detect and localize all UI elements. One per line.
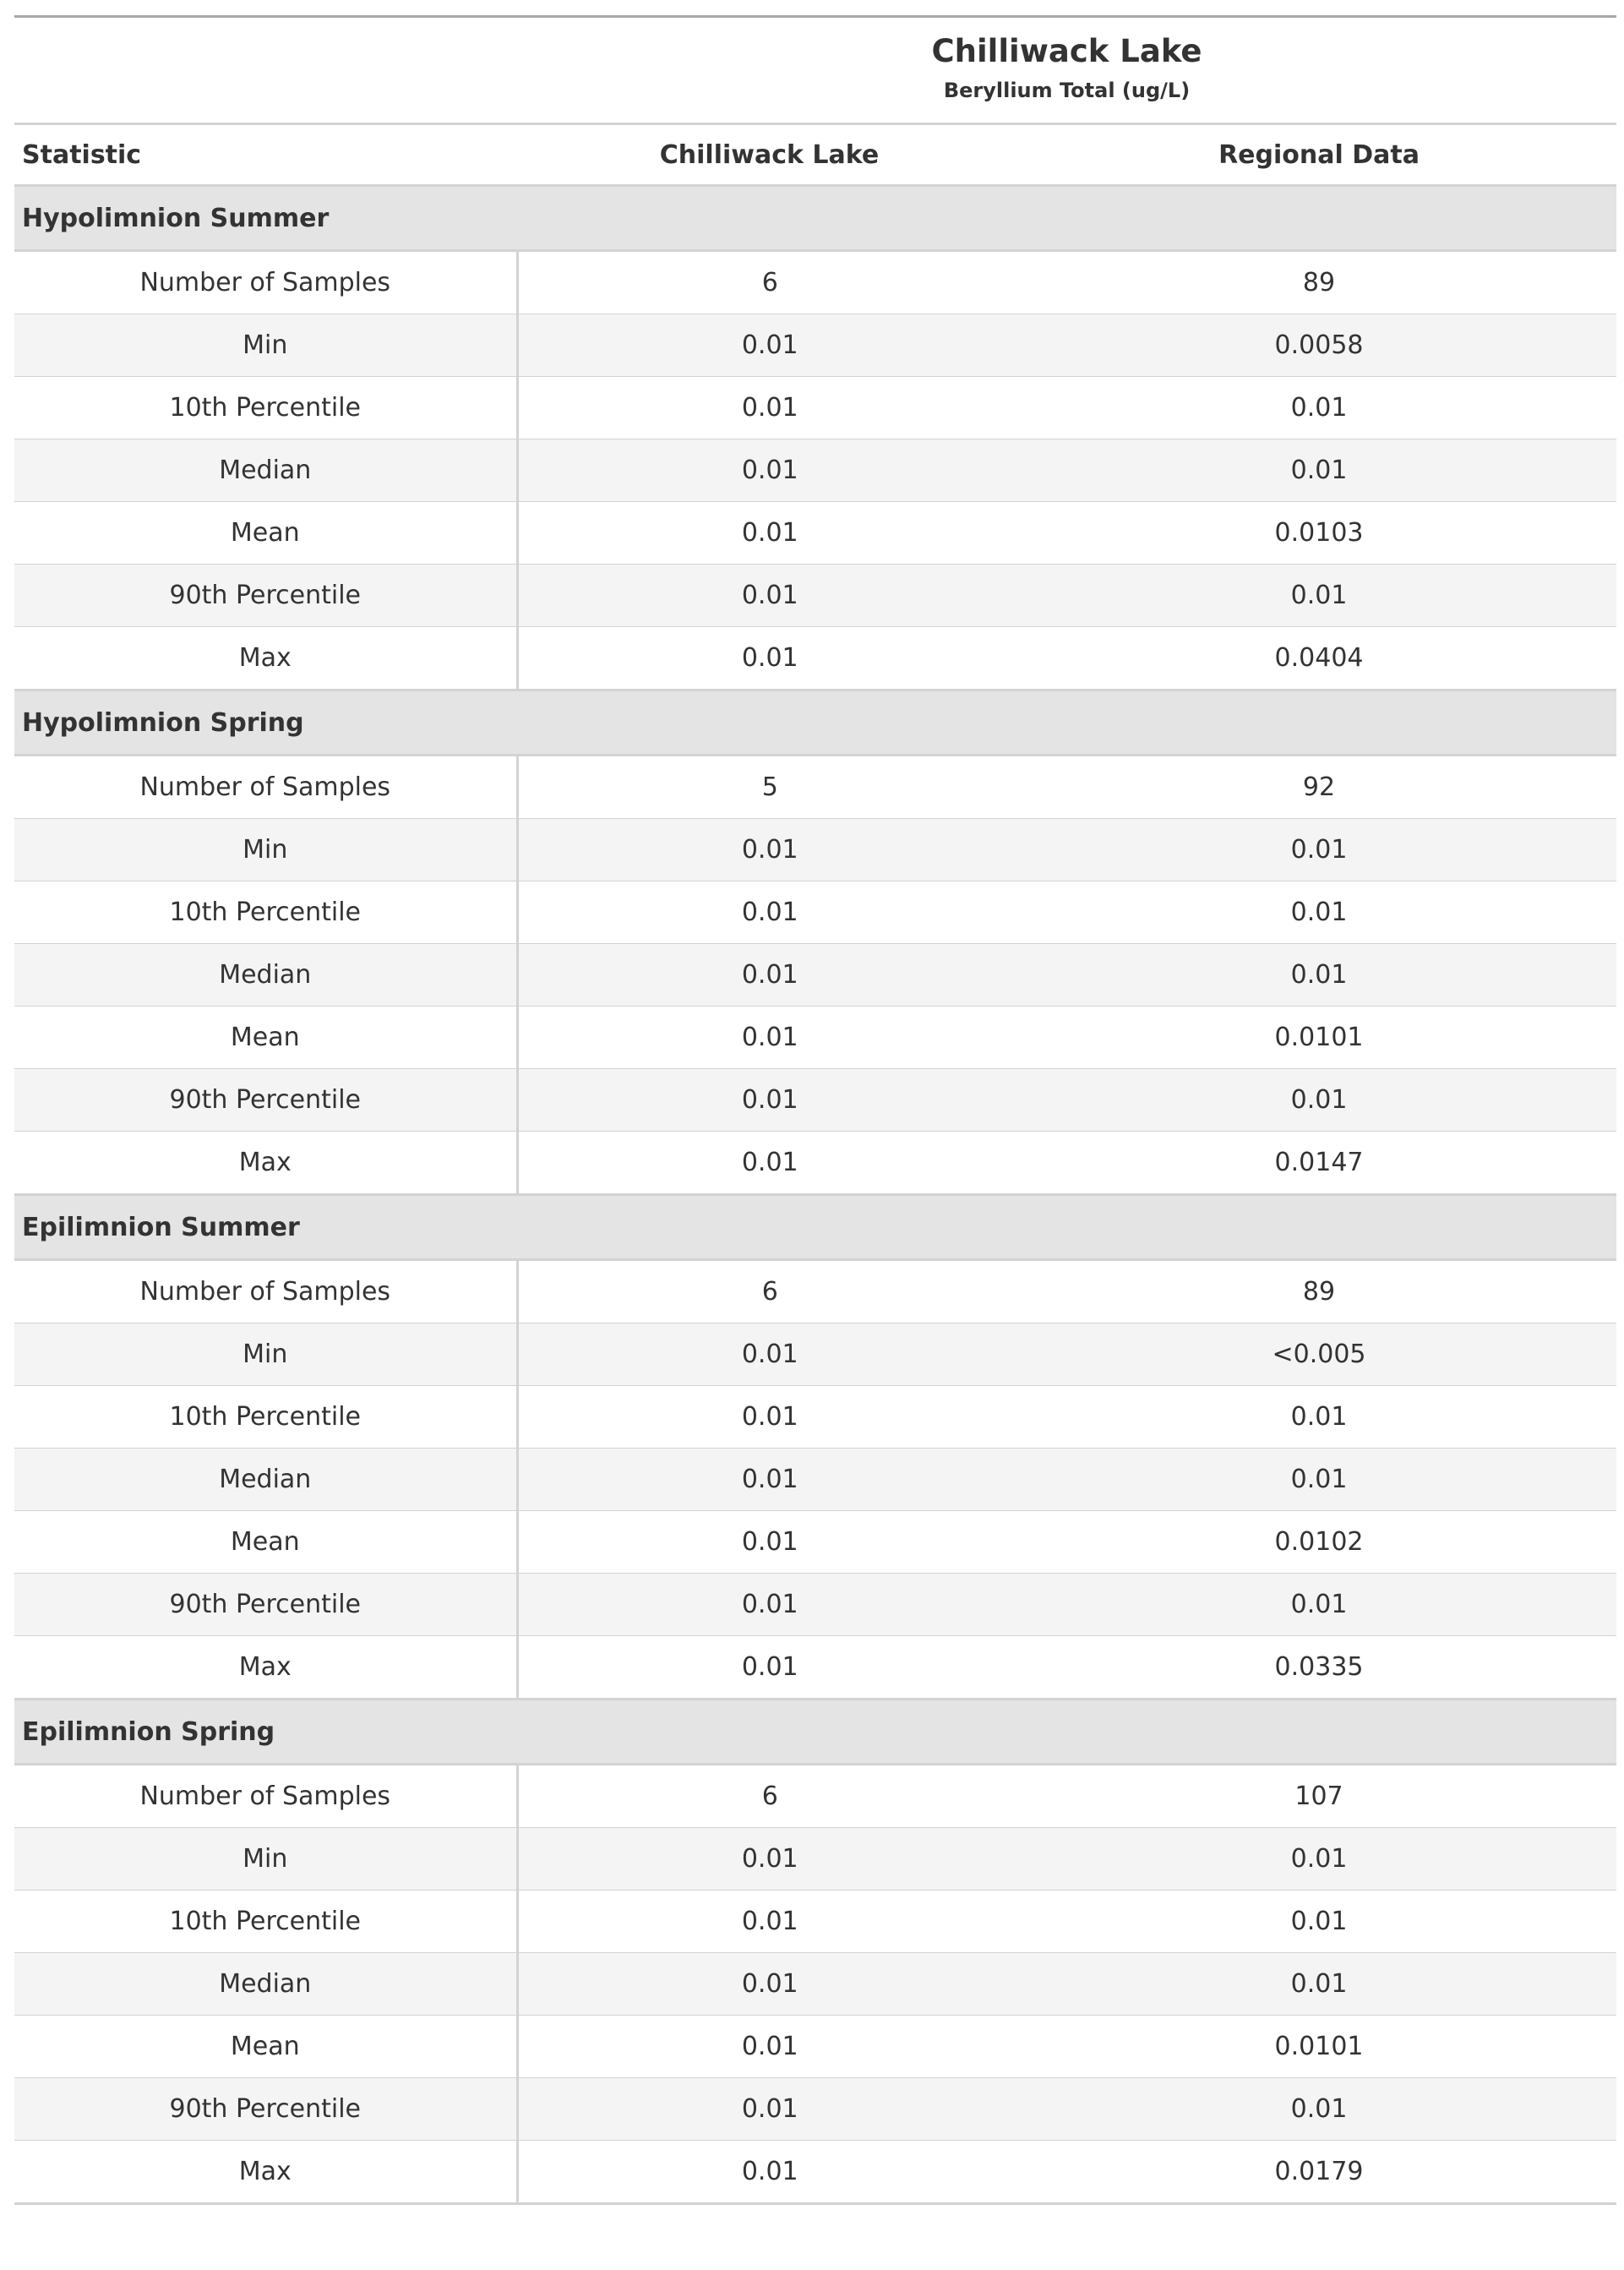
regional-value-cell: 0.0101 — [1022, 2016, 1616, 2078]
stat-cell: 90th Percentile — [14, 565, 517, 627]
lake-value-cell: 0.01 — [517, 565, 1022, 627]
lake-value-cell: 0.01 — [517, 1574, 1022, 1636]
regional-value-cell: 0.0103 — [1022, 502, 1616, 565]
table-row — [14, 819, 1616, 881]
regional-value-cell: 0.01 — [1022, 1891, 1616, 1953]
regional-value-cell: 0.01 — [1022, 1449, 1616, 1511]
stat-cell: Median — [14, 1953, 517, 2016]
stat-cell: Number of Samples — [14, 251, 517, 314]
table-row — [14, 1891, 1616, 1953]
table-row — [14, 565, 1616, 627]
column-header-regional: Regional Data — [1022, 124, 1616, 186]
stat-cell: 10th Percentile — [14, 881, 517, 944]
table-row — [14, 439, 1616, 502]
column-header-lake: Chilliwack Lake — [517, 124, 1022, 186]
table-row — [14, 1636, 1616, 1700]
regional-value-cell: 0.0335 — [1022, 1636, 1616, 1700]
table-body — [14, 186, 1616, 2204]
regional-value-cell: <0.005 — [1022, 1323, 1616, 1386]
lake-value-cell: 0.01 — [517, 377, 1022, 439]
stat-cell: 90th Percentile — [14, 2078, 517, 2141]
table-row — [14, 314, 1616, 377]
group-header-row — [14, 1700, 1616, 1765]
lake-value-cell: 0.01 — [517, 502, 1022, 565]
table-row — [14, 881, 1616, 944]
table-row — [14, 1132, 1616, 1195]
stat-cell: Number of Samples — [14, 1765, 517, 1828]
regional-value-cell: 0.01 — [1022, 1953, 1616, 2016]
regional-value-cell: 0.01 — [1022, 565, 1616, 627]
column-header-statistic: Statistic — [14, 124, 517, 186]
lake-value-cell: 0.01 — [517, 314, 1022, 377]
regional-value-cell: 0.0101 — [1022, 1007, 1616, 1069]
regional-value-cell: 92 — [1022, 756, 1616, 819]
stat-cell: Min — [14, 314, 517, 377]
stat-cell: 90th Percentile — [14, 1574, 517, 1636]
lake-value-cell: 0.01 — [517, 1132, 1022, 1195]
stat-cell: Median — [14, 1449, 517, 1511]
table-row — [14, 1953, 1616, 2016]
lake-value-cell: 0.01 — [517, 1069, 1022, 1132]
group-label: Epilimnion Spring — [14, 1700, 1616, 1765]
regional-value-cell: 0.01 — [1022, 819, 1616, 881]
table-row — [14, 1069, 1616, 1132]
summary-table-container — [14, 15, 1616, 2205]
stat-cell: Min — [14, 1828, 517, 1891]
stat-cell: Max — [14, 627, 517, 690]
regional-value-cell: 0.0404 — [1022, 627, 1616, 690]
regional-value-cell: 0.0102 — [1022, 1511, 1616, 1574]
lake-value-cell: 0.01 — [517, 439, 1022, 502]
table-row — [14, 1007, 1616, 1069]
table-title: Chilliwack Lake — [931, 33, 1202, 69]
stat-cell: Mean — [14, 1511, 517, 1574]
stat-cell: Max — [14, 1636, 517, 1700]
lake-value-cell: 0.01 — [517, 1449, 1022, 1511]
regional-value-cell: 89 — [1022, 1260, 1616, 1323]
table-row — [14, 1574, 1616, 1636]
lake-value-cell: 0.01 — [517, 1891, 1022, 1953]
table-row — [14, 2016, 1616, 2078]
group-header-row — [14, 1195, 1616, 1260]
lake-value-cell: 0.01 — [517, 944, 1022, 1007]
table-row — [14, 1511, 1616, 1574]
stat-cell: Mean — [14, 1007, 517, 1069]
lake-value-cell: 6 — [517, 1260, 1022, 1323]
table-row — [14, 1765, 1616, 1828]
table-title-cell — [517, 17, 1616, 124]
lake-value-cell: 6 — [517, 251, 1022, 314]
lake-value-cell: 6 — [517, 1765, 1022, 1828]
heading-spacer — [14, 17, 517, 124]
regional-value-cell: 0.01 — [1022, 1828, 1616, 1891]
regional-value-cell: 0.01 — [1022, 439, 1616, 502]
table-subtitle: Beryllium Total (ug/L) — [943, 79, 1191, 102]
regional-value-cell: 0.01 — [1022, 1574, 1616, 1636]
table-row — [14, 1323, 1616, 1386]
stat-cell: Min — [14, 1323, 517, 1386]
table-row — [14, 1828, 1616, 1891]
stat-cell: 10th Percentile — [14, 377, 517, 439]
lake-value-cell: 0.01 — [517, 1511, 1022, 1574]
table-row — [14, 2141, 1616, 2204]
stat-cell: 10th Percentile — [14, 1386, 517, 1449]
stat-cell: Median — [14, 439, 517, 502]
column-header-row — [14, 124, 1616, 186]
table-row — [14, 251, 1616, 314]
table-heading — [14, 17, 1616, 124]
regional-value-cell: 0.01 — [1022, 881, 1616, 944]
regional-value-cell: 107 — [1022, 1765, 1616, 1828]
lake-value-cell: 0.01 — [517, 881, 1022, 944]
stat-cell: Min — [14, 819, 517, 881]
lake-value-cell: 0.01 — [517, 627, 1022, 690]
regional-value-cell: 0.0147 — [1022, 1132, 1616, 1195]
lake-value-cell: 0.01 — [517, 819, 1022, 881]
lake-value-cell: 0.01 — [517, 1007, 1022, 1069]
stat-cell: Mean — [14, 2016, 517, 2078]
regional-value-cell: 0.01 — [1022, 944, 1616, 1007]
stat-cell: Number of Samples — [14, 1260, 517, 1323]
regional-value-cell: 89 — [1022, 251, 1616, 314]
group-label: Epilimnion Summer — [14, 1195, 1616, 1260]
table-row — [14, 1386, 1616, 1449]
regional-value-cell: 0.01 — [1022, 2078, 1616, 2141]
lake-value-cell: 0.01 — [517, 2016, 1022, 2078]
stat-cell: 90th Percentile — [14, 1069, 517, 1132]
stat-cell: Number of Samples — [14, 756, 517, 819]
lake-value-cell: 0.01 — [517, 2078, 1022, 2141]
table-row — [14, 1260, 1616, 1323]
regional-value-cell: 0.0179 — [1022, 2141, 1616, 2204]
regional-value-cell: 0.01 — [1022, 1386, 1616, 1449]
table-row — [14, 2078, 1616, 2141]
lake-value-cell: 0.01 — [517, 2141, 1022, 2204]
table-row — [14, 627, 1616, 690]
stat-cell: Max — [14, 2141, 517, 2204]
regional-value-cell: 0.01 — [1022, 1069, 1616, 1132]
group-label: Hypolimnion Summer — [14, 186, 1616, 251]
lake-value-cell: 5 — [517, 756, 1022, 819]
lake-value-cell: 0.01 — [517, 1636, 1022, 1700]
summary-table — [14, 15, 1616, 2205]
group-header-row — [14, 690, 1616, 756]
group-header-row — [14, 186, 1616, 251]
table-row — [14, 944, 1616, 1007]
group-label: Hypolimnion Spring — [14, 690, 1616, 756]
lake-value-cell: 0.01 — [517, 1386, 1022, 1449]
table-row — [14, 502, 1616, 565]
lake-value-cell: 0.01 — [517, 1323, 1022, 1386]
table-row — [14, 1449, 1616, 1511]
lake-value-cell: 0.01 — [517, 1953, 1022, 2016]
table-row — [14, 377, 1616, 439]
stat-cell: 10th Percentile — [14, 1891, 517, 1953]
lake-value-cell: 0.01 — [517, 1828, 1022, 1891]
table-row — [14, 756, 1616, 819]
stat-cell: Mean — [14, 502, 517, 565]
stat-cell: Max — [14, 1132, 517, 1195]
regional-value-cell: 0.0058 — [1022, 314, 1616, 377]
stat-cell: Median — [14, 944, 517, 1007]
regional-value-cell: 0.01 — [1022, 377, 1616, 439]
